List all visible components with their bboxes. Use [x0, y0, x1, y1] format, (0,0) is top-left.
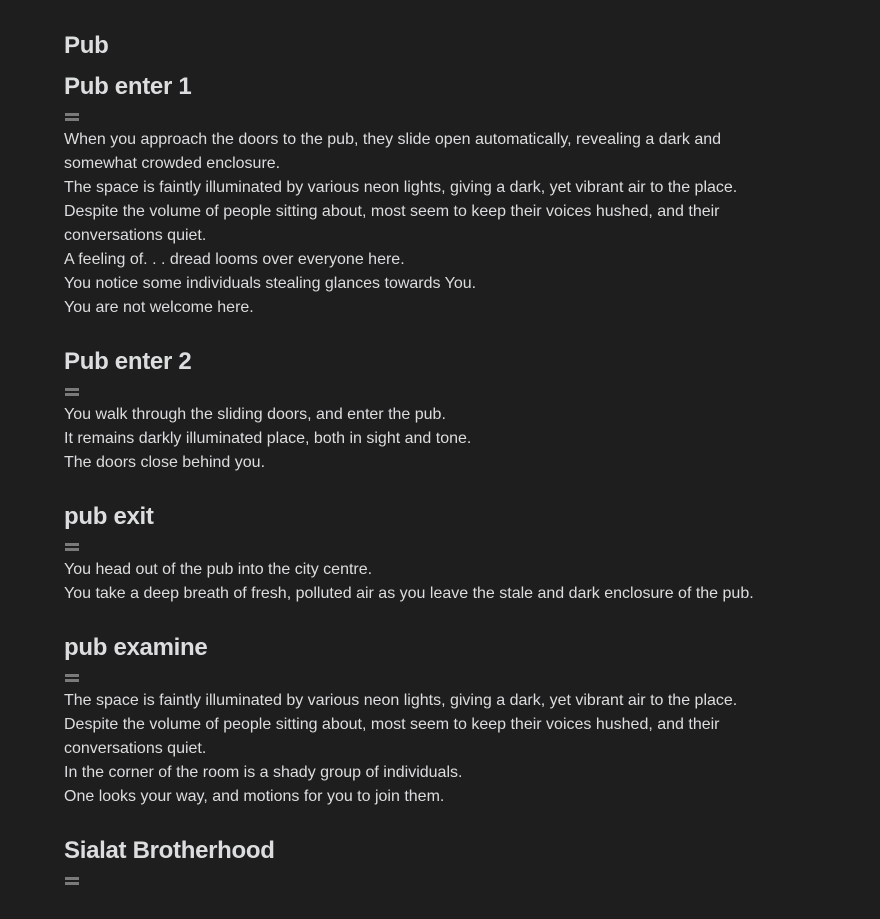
section-line: The space is faintly illuminated by various neon lights, giving a dark, yet vibrant air to the place.	[64, 692, 738, 709]
section-line: You head out of the pub into the city centre.	[64, 561, 373, 578]
document-content	[64, 28, 764, 892]
section-heading: Pub enter 2	[64, 348, 192, 375]
section-line: The space is faintly illuminated by various neon lights, giving a dark, yet vibrant air to the place.	[64, 179, 738, 196]
section-pub-exit	[64, 500, 764, 606]
section-sialat-brotherhood	[64, 834, 764, 886]
section-pub-enter-1	[64, 70, 764, 320]
section-line: You walk through the sliding doors, and enter the pub.	[64, 406, 446, 423]
section-line: The doors close behind you.	[64, 454, 266, 471]
equals-marker-icon	[65, 876, 80, 886]
page-title: Pub	[64, 32, 109, 59]
section-heading: pub examine	[64, 634, 208, 661]
section-line: Despite the volume of people sitting about, most seem to keep their voices hushed, and their conversations quiet.	[64, 716, 720, 757]
section-heading: pub exit	[64, 503, 154, 530]
equals-marker-icon	[65, 542, 80, 552]
section-heading: Sialat Brotherhood	[64, 837, 275, 864]
section-line: It remains darkly illuminated place, both in sight and tone.	[64, 430, 472, 447]
equals-marker-icon	[65, 673, 80, 683]
equals-marker-icon	[65, 387, 80, 397]
section-line: In the corner of the room is a shady group of individuals.	[64, 764, 463, 781]
equals-marker-icon	[65, 112, 80, 122]
section-line: You take a deep breath of fresh, polluted air as you leave the stale and dark enclosure of the pub.	[64, 585, 754, 602]
section-heading: Pub enter 1	[64, 73, 192, 100]
section-line: Despite the volume of people sitting about, most seem to keep their voices hushed, and their conversations quiet.	[64, 203, 720, 244]
section-line: You are not welcome here.	[64, 299, 254, 316]
section-line: A feeling of. . . dread looms over everyone here.	[64, 251, 405, 268]
section-line: When you approach the doors to the pub, they slide open automatically, revealing a dark and somewhat crowded enclosure.	[64, 131, 722, 172]
section-pub-examine	[64, 631, 764, 809]
section-pub-enter-2	[64, 345, 764, 475]
section-line: One looks your way, and motions for you to join them.	[64, 788, 445, 805]
section-line: You notice some individuals stealing glances towards You.	[64, 275, 477, 292]
